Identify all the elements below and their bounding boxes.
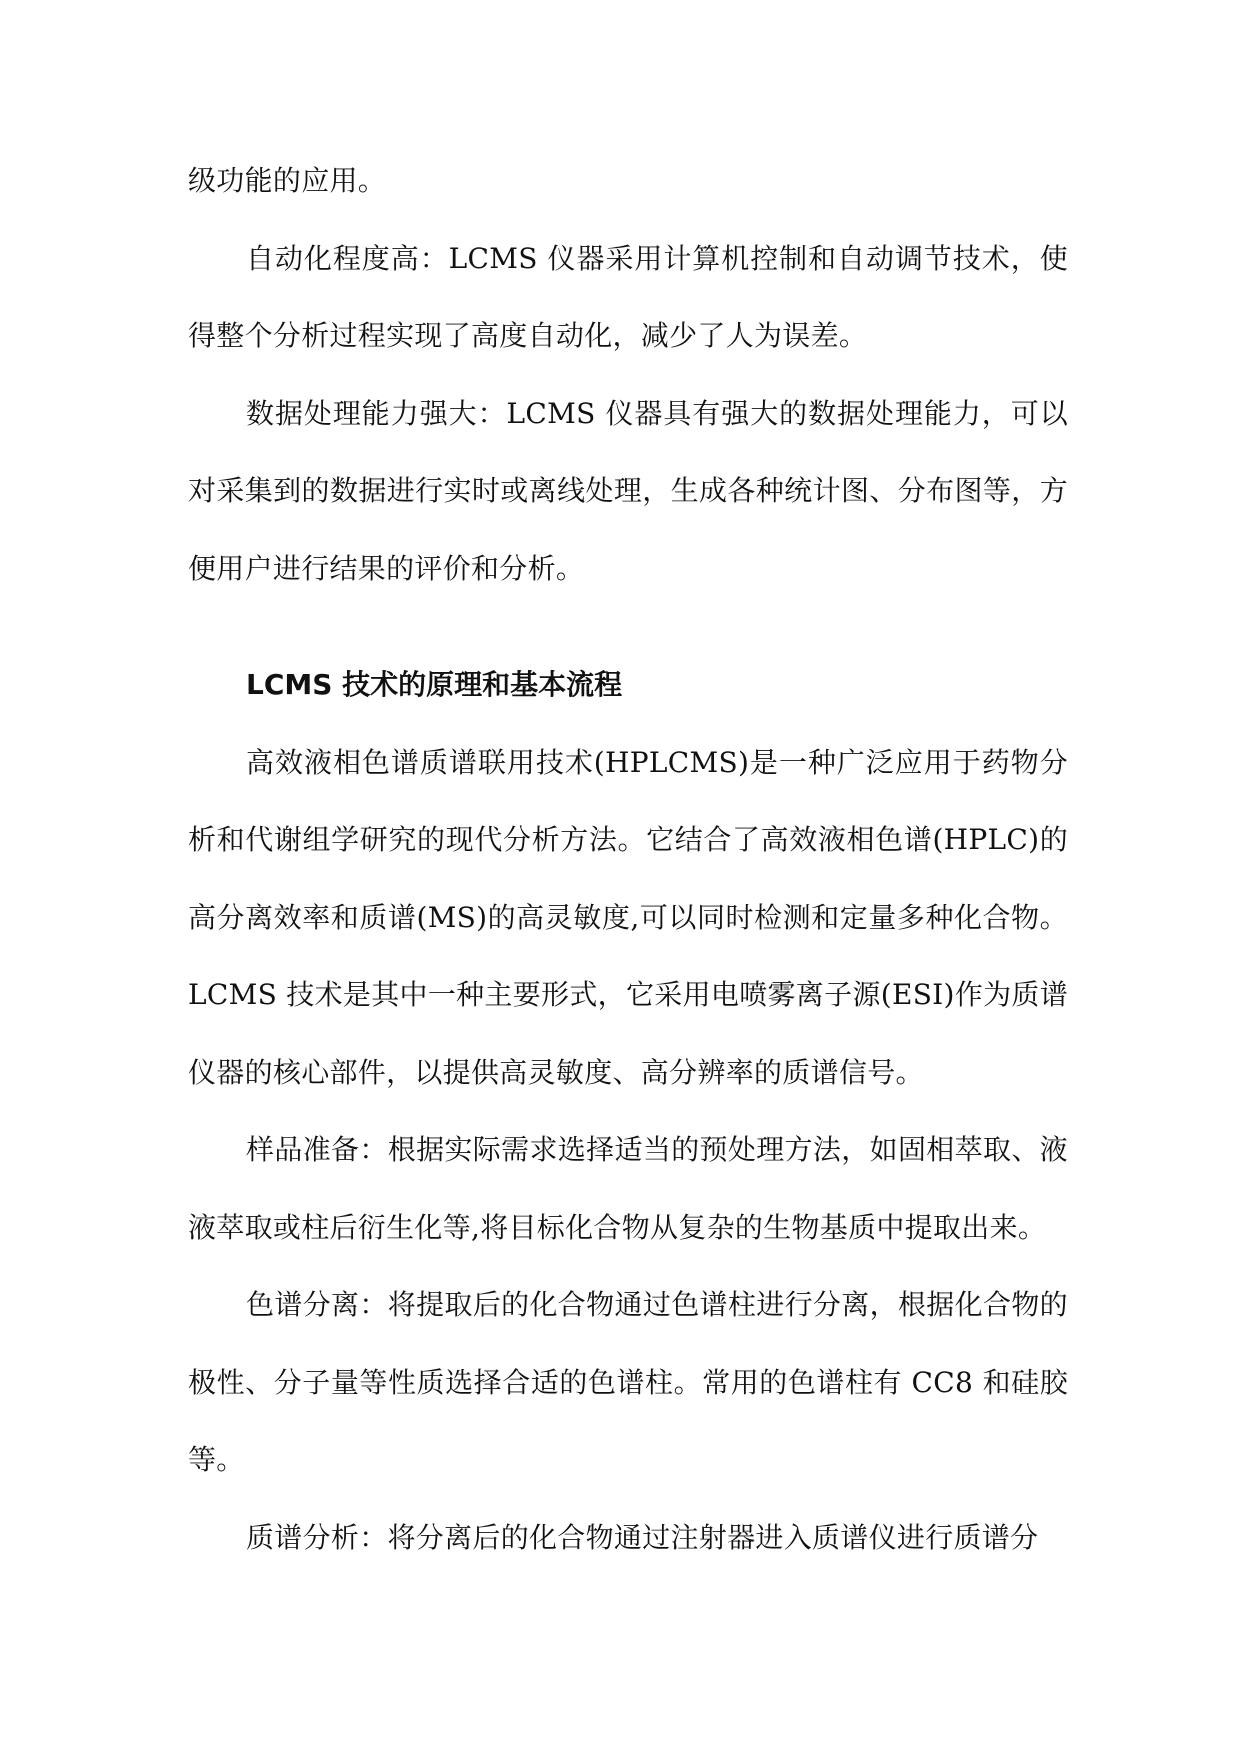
paragraph-data-processing: 数据处理能力强大：LCMS 仪器具有强大的数据处理能力，可以对采集到的数据进行实时或离线处理，生成各种统计图、分布图等，方便用户进行结果的评价和分析。 bbox=[188, 396, 1068, 585]
section-heading: LCMS 技术的原理和基本流程 bbox=[246, 668, 623, 701]
paragraph-chromatography: 色谱分离：将提取后的化合物通过色谱柱进行分离，根据化合物的极性、分子量等性质选择合适的色谱柱。常用的色谱柱有 CC8 和硅胶等。 bbox=[188, 1288, 1068, 1476]
paragraph-continuation: 级功能的应用。 bbox=[188, 164, 387, 197]
document-body bbox=[188, 142, 1068, 1576]
paragraph-mass-spec: 质谱分析：将分离后的化合物通过注射器进入质谱仪进行质谱分 bbox=[246, 1520, 1039, 1554]
paragraph-sample-prep: 样品准备：根据实际需求选择适当的预处理方法，如固相萃取、液液萃取或柱后衍生化等,将目标化合物从复杂的生物基质中提取出来。 bbox=[188, 1133, 1068, 1244]
paragraph-hplcms-intro: 高效液相色谱质谱联用技术(HPLCMS)是一种广泛应用于药物分析和代谢组学研究的现代分析方法。它结合了高效液相色谱(HPLC)的高分离效率和质谱(MS)的高灵敏度,可以同时检测和定量多种化合物。LCMS 技术是其中一种主要形式，它采用电喷雾离子源(ESI)作为质谱仪器的核心部件，以提供高灵敏度、高分辨率的质谱信号。 bbox=[188, 745, 1068, 1089]
paragraph-automation: 自动化程度高：LCMS 仪器采用计算机控制和自动调节技术，使得整个分析过程实现了高度自动化，减少了人为误差。 bbox=[188, 241, 1068, 352]
